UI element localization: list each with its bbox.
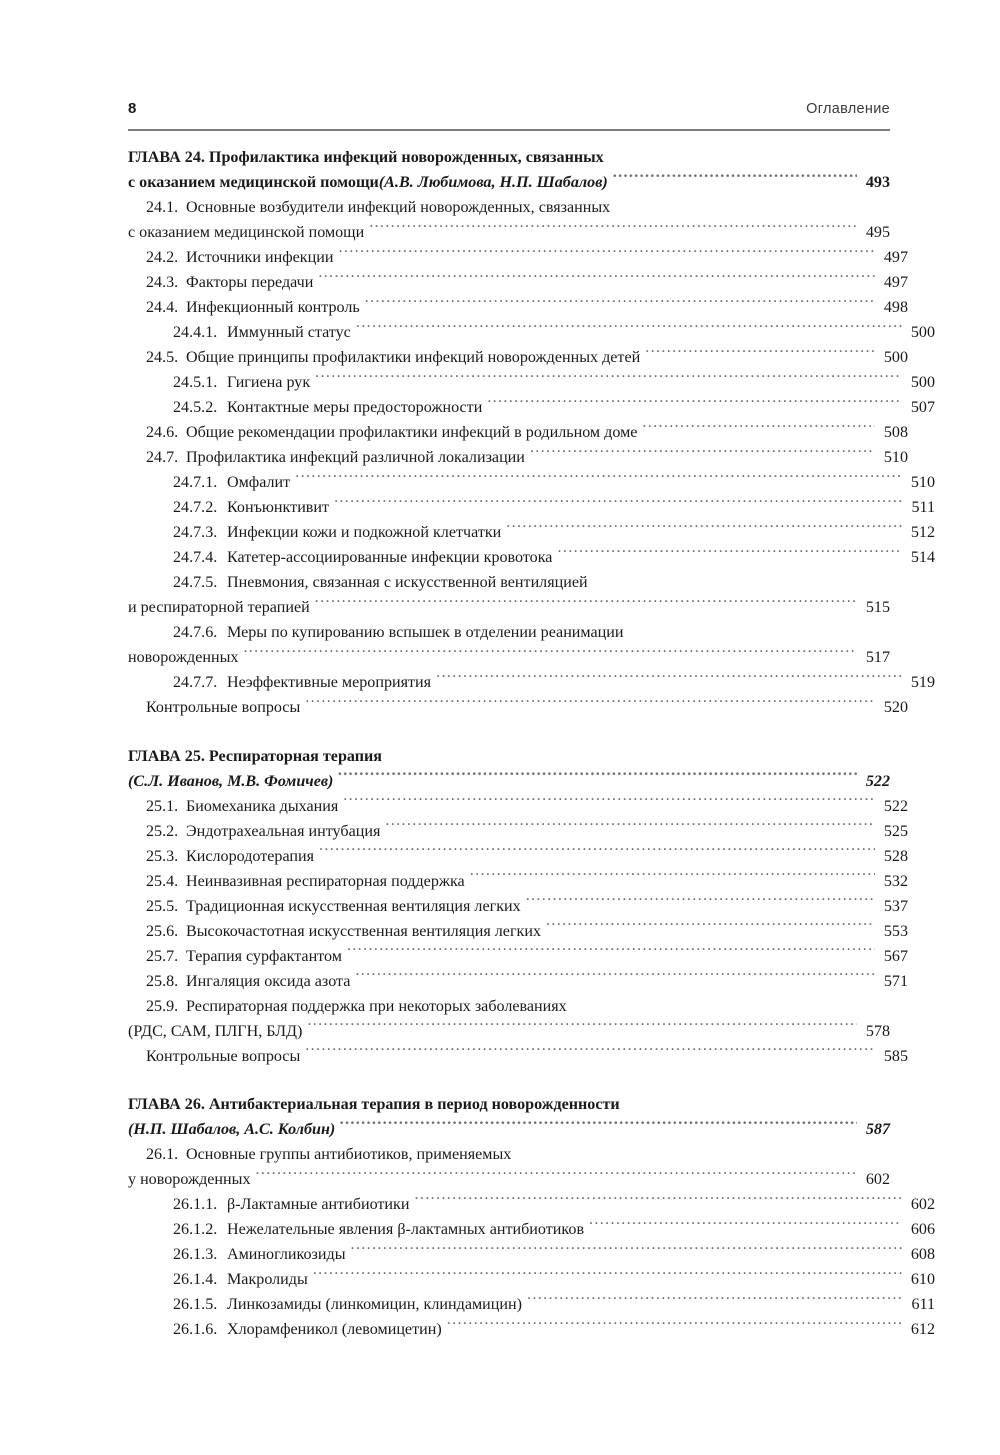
- toc-entry[interactable]: [128, 995, 908, 1020]
- toc-entry-title: новорожденных: [128, 648, 239, 666]
- toc-entry[interactable]: [128, 496, 935, 521]
- toc-entry-number: 26.1.5.: [173, 1296, 218, 1314]
- toc-leader-dots: [351, 1243, 902, 1259]
- toc-entry[interactable]: [128, 1093, 890, 1118]
- toc-entry[interactable]: [128, 795, 908, 820]
- toc-entry[interactable]: [128, 920, 908, 945]
- toc-page-number: 493: [865, 174, 890, 191]
- toc-entry-number: 26.1.4.: [173, 1271, 218, 1289]
- toc-entry[interactable]: [128, 646, 890, 671]
- toc-page-number: 585: [883, 1047, 908, 1065]
- toc-entry[interactable]: [128, 1268, 935, 1293]
- toc-leader-dots: [315, 371, 902, 387]
- toc-entry-title: Высокочастотная искусственная вентиляция легких: [186, 922, 542, 940]
- toc-entry[interactable]: [128, 221, 890, 246]
- toc-entry-number: 26.1.6.: [173, 1321, 218, 1339]
- toc-entry-title: Профилактика инфекций различной локализации: [186, 448, 525, 466]
- toc-entry-title: Пневмония, связанная с искусственной вентиляцией: [227, 573, 588, 591]
- toc-leader-dots: [526, 895, 875, 911]
- toc-entry-number: 24.4.: [146, 298, 179, 316]
- toc-entry[interactable]: [128, 421, 908, 446]
- toc-entry-title: Конъюнктивит: [227, 498, 330, 516]
- toc-entry[interactable]: [128, 1293, 935, 1318]
- toc-page-number: 520: [883, 698, 908, 716]
- toc-entry-number: 24.2.: [146, 248, 179, 266]
- toc-entry-title: Основные возбудители инфекций новорожденных, связанных: [186, 198, 611, 216]
- toc-entry-number: 25.1.: [146, 797, 179, 815]
- toc-page-number: 587: [865, 1121, 890, 1139]
- toc-entry[interactable]: [128, 546, 935, 571]
- toc-chapter-block: [128, 745, 908, 1070]
- toc-leader-dots: [334, 496, 902, 512]
- toc-entry-number: 24.1.: [146, 198, 179, 216]
- toc-entry-title: Омфалит: [227, 473, 291, 491]
- toc-page-number: 602: [910, 1196, 935, 1214]
- toc-leader-dots: [365, 296, 875, 312]
- toc-page-number: 606: [910, 1221, 935, 1239]
- toc-entry-number: 25.6.: [146, 922, 179, 940]
- toc-entry-number: 24.7.5.: [173, 573, 218, 591]
- toc-leader-dots: [315, 596, 857, 612]
- toc-page-number: 500: [910, 323, 935, 341]
- toc-entry[interactable]: [128, 745, 890, 770]
- toc-entry-number: 25.3.: [146, 847, 179, 865]
- toc-entry-title: Контактные меры предосторожности: [227, 398, 483, 416]
- toc-entry[interactable]: [128, 970, 908, 995]
- toc-page-number: 497: [883, 248, 908, 266]
- toc-entry[interactable]: [128, 770, 890, 795]
- toc-entry[interactable]: [128, 396, 935, 421]
- toc-entry-title: Иммунный статус: [227, 323, 351, 341]
- toc-page-number: 567: [883, 947, 908, 965]
- toc-entry-number: 26.1.3.: [173, 1246, 218, 1264]
- toc-entry-title: Терапия сурфактантом: [186, 947, 342, 965]
- toc-entry-title: Линкозамиды (линкомицин, клиндамицин): [227, 1296, 522, 1314]
- toc-page-number: 500: [910, 373, 935, 391]
- toc-entry-title: Кислородотерапия: [186, 847, 315, 865]
- toc-entry-title: ГЛАВА 26. Антибактериальная терапия в период новорожденности: [128, 1096, 620, 1114]
- toc-page-number: 522: [865, 772, 890, 790]
- toc-entry-number: 24.7.6.: [173, 623, 218, 641]
- toc-entry-number: 24.7.2.: [173, 498, 218, 516]
- toc-entry-number: 25.4.: [146, 872, 179, 890]
- toc-entry-title: Общие принципы профилактики инфекций новорожденных детей: [186, 348, 641, 366]
- running-head: [128, 100, 890, 117]
- toc-page-number: 500: [883, 348, 908, 366]
- toc-entry[interactable]: [128, 870, 908, 895]
- toc-entry[interactable]: [128, 1318, 935, 1343]
- toc-page-number: 611: [911, 1296, 935, 1314]
- toc-page-number: 537: [883, 897, 908, 915]
- toc-leader-dots: [487, 396, 902, 412]
- toc-entry[interactable]: [128, 845, 908, 870]
- toc-leader-dots: [243, 646, 857, 662]
- toc-entry-title: Хлорамфеникол (левомицетин): [227, 1321, 442, 1339]
- toc-entry-number: 25.9.: [146, 997, 179, 1015]
- toc-page-number: 511: [911, 498, 935, 516]
- toc-entry-title: β-Лактамные антибиотики: [227, 1196, 410, 1214]
- page-folio: 8: [128, 100, 137, 117]
- toc-leader-dots: [305, 696, 875, 712]
- toc-leader-dots: [436, 671, 902, 687]
- toc-leader-dots: [313, 1268, 902, 1284]
- toc-page-number: 610: [910, 1271, 935, 1289]
- toc-entry-number: 24.7.4.: [173, 548, 218, 566]
- toc-entry-number: 25.8.: [146, 972, 179, 990]
- toc-entry[interactable]: [128, 271, 908, 296]
- toc-entry[interactable]: [128, 371, 935, 396]
- toc-page-number: 512: [910, 523, 935, 541]
- toc-page-number: 497: [883, 273, 908, 291]
- toc-entry[interactable]: [128, 1044, 908, 1069]
- toc-page-number: 578: [865, 1022, 890, 1040]
- toc-entry[interactable]: [128, 1019, 890, 1044]
- toc-leader-dots: [347, 945, 875, 961]
- toc-page-number: 608: [910, 1246, 935, 1264]
- toc-chapter-block: [128, 146, 935, 721]
- toc-entry-number: 26.1.1.: [173, 1196, 218, 1214]
- toc-entry-title: с оказанием медицинской помощи: [128, 174, 379, 191]
- toc-leader-dots: [338, 770, 857, 786]
- toc-entry-number: 25.2.: [146, 822, 179, 840]
- toc-leader-dots: [506, 521, 902, 537]
- toc-entry-title: Неэффективные мероприятия: [227, 673, 432, 691]
- toc-entry[interactable]: [128, 296, 908, 321]
- toc-entry-number: 24.7.: [146, 448, 179, 466]
- toc-page-number: 508: [883, 423, 908, 441]
- toc-leader-dots: [355, 970, 875, 986]
- toc-page-number: 612: [910, 1321, 935, 1339]
- toc-entry[interactable]: [128, 1168, 890, 1193]
- toc-entry[interactable]: [128, 1218, 935, 1243]
- toc-entry-title: Контрольные вопросы: [146, 1047, 301, 1065]
- toc-leader-dots: [546, 920, 875, 936]
- toc-leader-dots: [305, 1044, 875, 1060]
- toc-page-number: 515: [865, 598, 890, 616]
- toc-leader-dots: [530, 446, 875, 462]
- toc-entry-title: Биомеханика дыхания: [186, 797, 339, 815]
- toc-leader-dots: [338, 246, 875, 262]
- toc-entry[interactable]: [128, 1243, 935, 1268]
- toc-page-number: 495: [865, 223, 890, 241]
- toc-entry[interactable]: [128, 471, 935, 496]
- toc-entry-number: 24.6.: [146, 423, 179, 441]
- toc-entry-number: 24.3.: [146, 273, 179, 291]
- toc-entry-title: Респираторная поддержка при некоторых заболеваниях: [186, 997, 567, 1015]
- toc-entry-title: ГЛАВА 25. Респираторная терапия: [128, 747, 382, 765]
- toc-leader-dots: [369, 221, 857, 237]
- toc-entry-title: Факторы передачи: [186, 273, 314, 291]
- toc-leader-dots: [318, 271, 875, 287]
- toc-entry-number: 24.5.: [146, 348, 179, 366]
- toc-entry-title: Общие рекомендации профилактики инфекций в родильном доме: [186, 423, 638, 441]
- toc-entry[interactable]: [128, 196, 908, 221]
- toc-entry-number: 24.7.7.: [173, 673, 218, 691]
- toc-entry-title: (РДС, САМ, ПЛГН, БЛД): [128, 1022, 303, 1040]
- toc-leader-dots: [385, 820, 875, 836]
- toc-entry[interactable]: [128, 1143, 908, 1168]
- toc-entry-title: Ингаляция оксида азота: [186, 972, 351, 990]
- toc-entry-number: 24.7.1.: [173, 473, 218, 491]
- toc-entry[interactable]: [128, 621, 935, 646]
- toc-leader-dots: [589, 1218, 902, 1234]
- toc-page-number: 525: [883, 822, 908, 840]
- toc-page-number: 507: [910, 398, 935, 416]
- running-head-rule: [128, 129, 890, 131]
- toc-entry-title: и респираторной терапией: [128, 598, 310, 616]
- toc-entry[interactable]: [128, 571, 935, 596]
- toc-entry-number: 24.5.2.: [173, 398, 218, 416]
- toc-entry-title: Инфекционный контроль: [186, 298, 360, 316]
- toc-entry[interactable]: [128, 321, 935, 346]
- toc-entry-number: 26.1.: [146, 1146, 179, 1164]
- toc-leader-dots: [414, 1193, 902, 1209]
- toc-entry-title: Нежелательные явления β-лактамных антибиотиков: [227, 1221, 585, 1239]
- toc-page-number: 510: [883, 448, 908, 466]
- toc-entry[interactable]: [128, 820, 908, 845]
- toc-page-number: 517: [865, 648, 890, 666]
- toc-entry-title: Гигиена рук: [227, 373, 311, 391]
- toc-leader-dots: [307, 1019, 857, 1035]
- toc-page-number: 498: [883, 298, 908, 316]
- toc-entry-number: 24.7.3.: [173, 523, 218, 541]
- toc-leader-dots: [295, 471, 902, 487]
- toc-leader-dots: [256, 1168, 858, 1184]
- toc-leader-dots: [645, 346, 875, 362]
- running-head-title: Оглавление: [806, 101, 890, 117]
- table-of-contents: [128, 146, 935, 1343]
- toc-entry-title: у новорожденных: [128, 1171, 251, 1189]
- toc-entry-title: Аминогликозиды: [227, 1246, 346, 1264]
- toc-leader-dots: [642, 421, 875, 437]
- toc-page-number: 510: [910, 473, 935, 491]
- toc-entry-title: Макролиды: [227, 1271, 308, 1289]
- toc-entry-number: 24.5.1.: [173, 373, 218, 391]
- toc-entry[interactable]: [128, 346, 908, 371]
- toc-entry-number: 25.5.: [146, 897, 179, 915]
- toc-entry-title: ГЛАВА 24. Профилактика инфекций новорожденных, связанных: [128, 149, 604, 166]
- toc-entry-number: 24.4.1.: [173, 323, 218, 341]
- toc-leader-dots: [527, 1293, 902, 1309]
- toc-entry[interactable]: [128, 146, 890, 171]
- toc-entry[interactable]: [128, 1118, 890, 1143]
- toc-entry-number: 25.7.: [146, 947, 179, 965]
- toc-entry-title: Контрольные вопросы: [146, 698, 301, 716]
- toc-entry[interactable]: [128, 246, 908, 271]
- toc-entry-title: Неинвазивная респираторная поддержка: [186, 872, 465, 890]
- toc-leader-dots: [613, 171, 857, 187]
- toc-page-number: 553: [883, 922, 908, 940]
- toc-entry-title: Традиционная искусственная вентиляция легких: [186, 897, 521, 915]
- toc-entry-title: Основные группы антибиотиков, применяемых: [186, 1146, 512, 1164]
- toc-entry[interactable]: [128, 521, 935, 546]
- toc-page-number: 514: [910, 548, 935, 566]
- toc-entry[interactable]: [128, 945, 908, 970]
- toc-leader-dots: [343, 795, 875, 811]
- toc-entry[interactable]: [128, 696, 908, 721]
- toc-entry-title: с оказанием медицинской помощи: [128, 223, 365, 241]
- toc-entry-title: Меры по купированию вспышек в отделении реанимации: [227, 623, 624, 641]
- toc-entry-title: Источники инфекции: [186, 248, 334, 266]
- toc-entry-title: Катетер-ассоциированные инфекции кровотока: [227, 548, 553, 566]
- toc-leader-dots: [557, 546, 902, 562]
- toc-page-number: 528: [883, 847, 908, 865]
- toc-entry-title: Эндотрахеальная интубация: [186, 822, 381, 840]
- toc-entry-title: Инфекции кожи и подкожной клетчатки: [227, 523, 502, 541]
- toc-page-number: 519: [910, 673, 935, 691]
- toc-entry[interactable]: [128, 171, 890, 196]
- toc-leader-dots: [340, 1118, 857, 1134]
- toc-page-number: 571: [883, 972, 908, 990]
- toc-entry-title: (С.Л. Иванов, М.В. Фомичев): [128, 772, 334, 790]
- toc-page-number: 532: [883, 872, 908, 890]
- toc-leader-dots: [356, 321, 902, 337]
- toc-entry[interactable]: [128, 671, 935, 696]
- toc-entry-number: 26.1.2.: [173, 1221, 218, 1239]
- toc-chapter-block: [128, 1093, 935, 1343]
- toc-leader-dots: [447, 1318, 902, 1334]
- toc-entry[interactable]: [128, 895, 908, 920]
- toc-leader-dots: [319, 845, 875, 861]
- toc-entry[interactable]: [128, 596, 890, 621]
- toc-page-number: 522: [883, 797, 908, 815]
- toc-entry-title: (Н.П. Шабалов, А.С. Колбин): [128, 1121, 336, 1139]
- toc-leader-dots: [470, 870, 875, 886]
- toc-entry[interactable]: [128, 446, 908, 471]
- toc-entry[interactable]: [128, 1193, 935, 1218]
- toc-entry-authors: (А.В. Любимова, Н.П. Шабалов): [378, 174, 608, 191]
- toc-page-number: 602: [865, 1171, 890, 1189]
